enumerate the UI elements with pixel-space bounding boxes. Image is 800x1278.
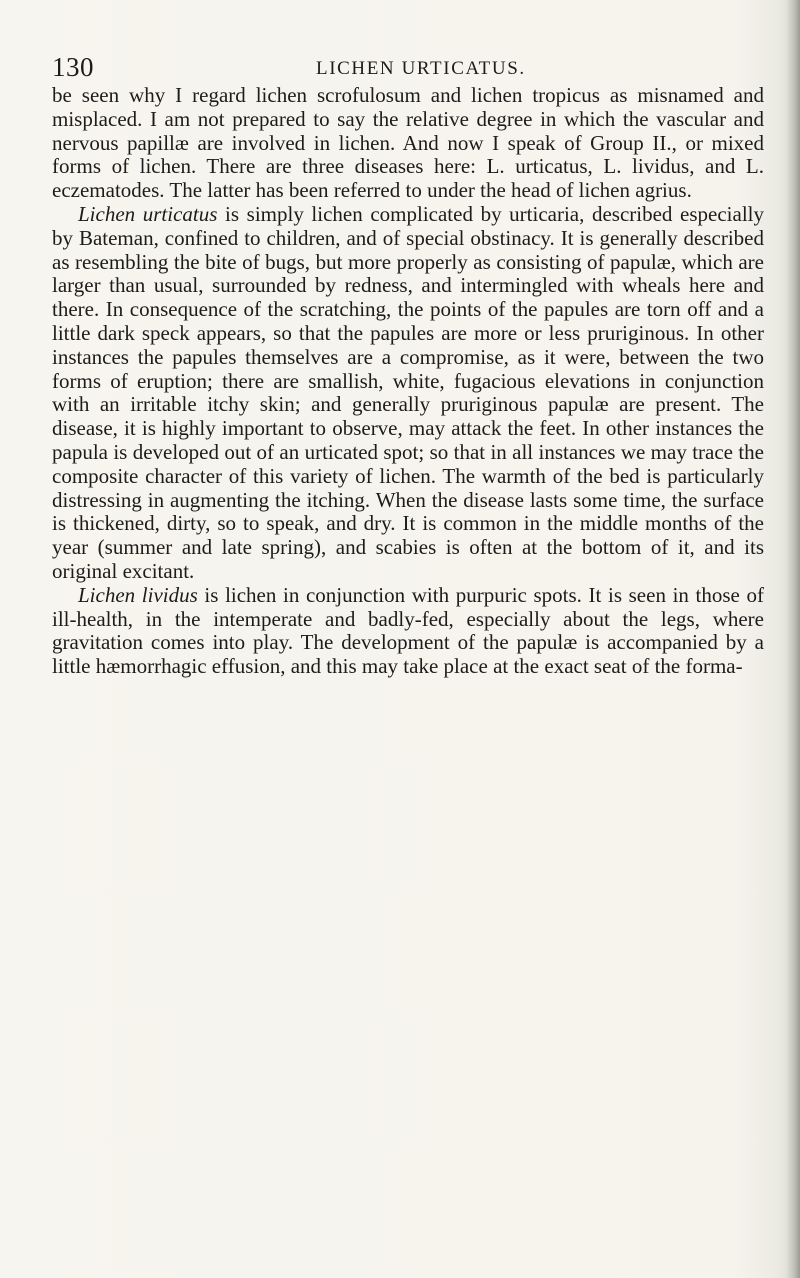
paragraph-lead-term: Lichen lividus [78,582,198,607]
paragraph-text: is lichen in conjunction with purpuric spots. It is seen in those of ill-health, in the intemperate and badly-fed, especially about the legs, where gravitation comes into play. The development of the papulæ is accompanied by a little hæmorrhagic effusion, and this may take place at the exact seat of the forma- [52,582,765,679]
paragraph [52,203,764,584]
page-number: 130 [52,52,94,82]
paragraph [52,584,764,679]
paragraph-text: is simply lichen complicated by urticaria, described especially by Bateman, confined to children, and of special obstinacy. It is generally described as resembling the bite of bugs, but more properly as consisting of papulæ, which are larger than usual, surrounded by redness, and intermingled with wheals here and there. In consequence of the scratching, the points of the papules are torn off and a little dark speck appears, so that the papules are more or less pruriginous. In other instances the papules themselves are a compromise, as it were, between the two forms of eruption; there are smallish, white, fugacious elevations in conjunction with an irritable itchy skin; and generally pruriginous papulæ are present. The disease, it is highly important to observe, may attack the feet. In other instances the papula is developed out of an urticated spot; so that in all instances we may trace the composite character of this variety of lichen. The warmth of the bed is particularly distressing in augmenting the itching. When the disease lasts some time, the surface is thickened, dirty, so to speak, and dry. It is common in the middle months of the year (summer and late spring), and scabies is often at the bottom of it, and its original excitant. [52,201,764,583]
paragraph-text: be seen why I regard lichen scrofulosum and lichen tropicus as misnamed and misplaced. I am not prepared to say the relative degree in which the vascular and nervous papillæ are involved in lichen. And now I speak of Group II., or mixed forms of lichen. There are three diseases here: L. urticatus, L. lividus, and L. eczematodes. The latter has been referred to under the head of lichen agrius. [52,83,764,203]
body-text [52,84,764,679]
paragraph [52,84,764,203]
page-edge-shadow [786,0,800,1278]
paragraph-lead-term: Lichen urticatus [78,201,218,226]
running-head: LICHEN URTICATUS. [316,58,526,79]
